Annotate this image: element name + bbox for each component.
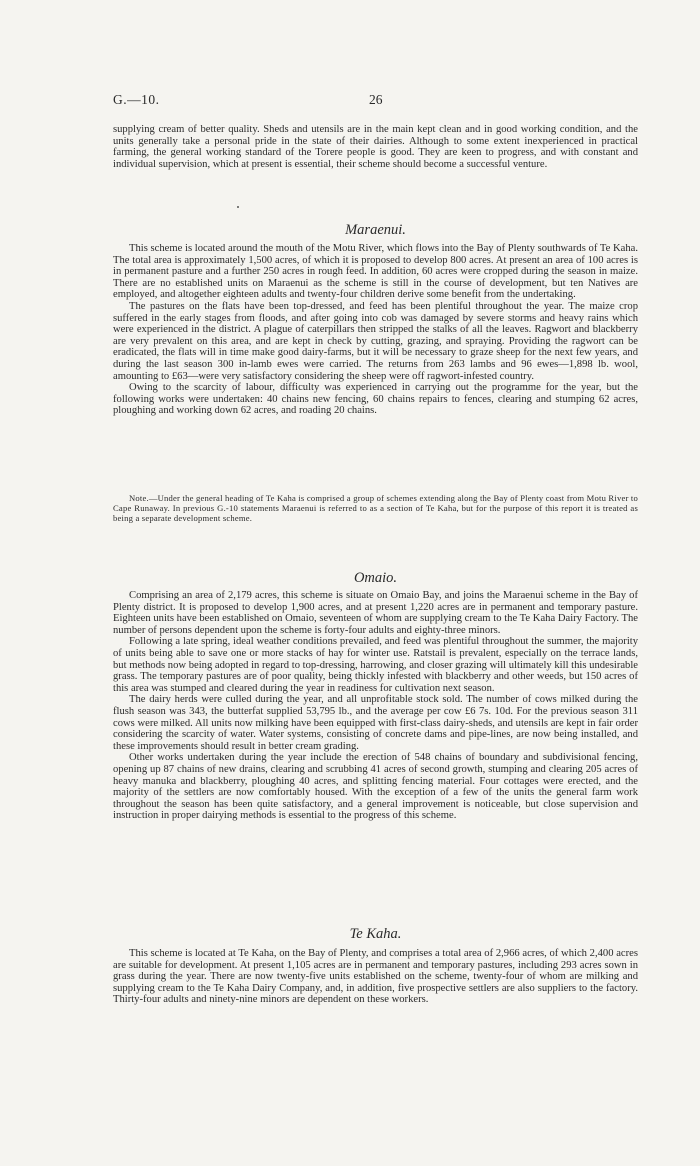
paragraph: This scheme is located around the mouth of the Motu River, which flows into the Bay of Plenty southwards of Te Kaha. The total area is approximately 1,500 acres, of which it is proposed to develop 800 acres. At present an area of 100 acres is in permanent pasture and a further 250 acres in rough feed. In addition, 60 acres were cropped during the season in maize. There are no established units on Maraenui as the scheme is still in the course of development, but ten Natives are employed, and altogether eighteen adults and twenty-four children derive some benefit from the undertaking. <box>113 243 638 301</box>
intro-text <box>113 124 638 170</box>
report-series-label: G.—10. <box>113 92 160 107</box>
running-header <box>113 92 638 110</box>
paragraph: Following a late spring, ideal weather conditions prevailed, and feed was plentiful throughout the summer, the majority of units being able to save one or more stacks of hay for winter use. Ratstail is prevalent, especially on the terrace lands, but methods now being adopted in regard to top-dressing, harrowing, and closer grazing will ultimately kill this undesirable grass. The temporary pastures are of poor quality, being thickly infested with blackberry and other weeds, but 150 acres of this area was stumped and cleared during the year in readiness for cultivation next season. <box>113 636 638 694</box>
paragraph: This scheme is located at Te Kaha, on the Bay of Plenty, and comprises a total area of 2,966 acres, of which 2,400 acres are suitable for development. At present 1,105 acres are in permanent and temporary pastures, including 293 acres sown in grass during the year. There are now twenty-five units established on the scheme, twenty-four of whom are milking and supplying cream to the Te Kaha Dairy Company, and, in addition, five prospective settlers are also suppliers to the factory. Thirty-four adults and ninety-nine minors are dependent on these workers. <box>113 948 638 1006</box>
paragraph: The pastures on the flats have been top-dressed, and feed has been plentiful throughout the year. The maize crop suffered in the early stages from floods, and after going into cob was damaged by severe storms and heavy rains which were experienced in the district. A plague of caterpillars then stripped the stalks of all the leaves. Ragwort and blackberry are very prevalent on this area, and are kept in check by cutting, grazing, and spraying. Providing the ragwort can be eradicated, the flats will in time make good dairy-farms, but it will be necessary to graze sheep for the next few years, and during the last season 300 in-lamb ewes were carried. The returns from 263 lambs and 96 ewes—1,898 lb. wool, amounting to £63—were very satisfactory considering the sheep were off ragwort-infested country. <box>113 300 638 382</box>
paragraph: Comprising an area of 2,179 acres, this scheme is situate on Omaio Bay, and joins the Maraenui scheme in the Bay of Plenty district. It is proposed to develop 1,900 acres, and at present 1,220 acres are in permanent and temporary pasture. Eighteen units have been established on Omaio, seventeen of whom are supplying cream to the Te Kaha Dairy Factory. The number of persons dependent upon the scheme is forty-four adults and eighty-three minors. <box>113 590 638 636</box>
paragraph: Owing to the scarcity of labour, difficulty was experienced in carrying out the programme for the year, but the following works were undertaken: 40 chains new fencing, 60 chains repairs to fences, clearing and stumping 62 acres, ploughing and working down 62 acres, and roading 20 chains. <box>113 382 638 417</box>
section-title-maraenui: Maraenui. <box>345 222 406 238</box>
section-body-maraenui <box>113 243 638 417</box>
section-body-te-kaha <box>113 948 638 1006</box>
note-text: Note.—Under the general heading of Te Kaha is comprised a group of schemes extending along the Bay of Plenty coast from Motu River to Cape Runaway. In previous G.-10 statements Maraenui is referred to as a section of Te Kaha, but for the purpose of this report it is treated as being a separate development scheme. <box>113 493 638 523</box>
page-number: 26 <box>369 92 383 107</box>
paragraph: The dairy herds were culled during the year, and all unprofitable stock sold. The number of cows milked during the flush season was 343, the butterfat supplied 53,795 lb., and the average per cow £6 7s. 10d. For the previous season 311 cows were milked. All units now milking have been equipped with first-class dairy-sheds, and utensils are kept in fair order considering the scarcity of water. Water systems, consisting of concrete dams and pipe-lines, are now being installed, and these improvements should result in better cream grading. <box>113 694 638 752</box>
paragraph: supplying cream of better quality. Sheds and utensils are in the main kept clean and in good working condition, and the units generally take a personal pride in the state of their dairies. Although to some extent inexperienced in practical farming, the general working standard of the Torere people is good. They are keen to progress, and with constant and individual supervision, which at present is essential, their scheme should become a successful venture. <box>113 124 638 170</box>
section-note-maraenui <box>113 494 638 523</box>
paragraph: Other works undertaken during the year include the erection of 548 chains of boundary and subdivisional fencing, opening up 87 chains of new drains, clearing and scrubbing 41 acres of second growth, stumping and clearing 205 acres of heavy manuka and blackberry, ploughing 40 acres, and splitting fencing material. Four cottages were erected, and the majority of the settlers are now comfortably housed. With the exception of a few of the units the general farm work throughout the season has been quite satisfactory, and a general improvement is noticeable, but close supervision and instruction in proper dairying methods is essential to the progress of this scheme. <box>113 752 638 822</box>
section-title-omaio: Omaio. <box>353 570 398 586</box>
section-body-omaio <box>113 590 638 822</box>
section-title-te-kaha: Te Kaha. <box>349 926 402 942</box>
decorative-dot <box>237 206 239 208</box>
